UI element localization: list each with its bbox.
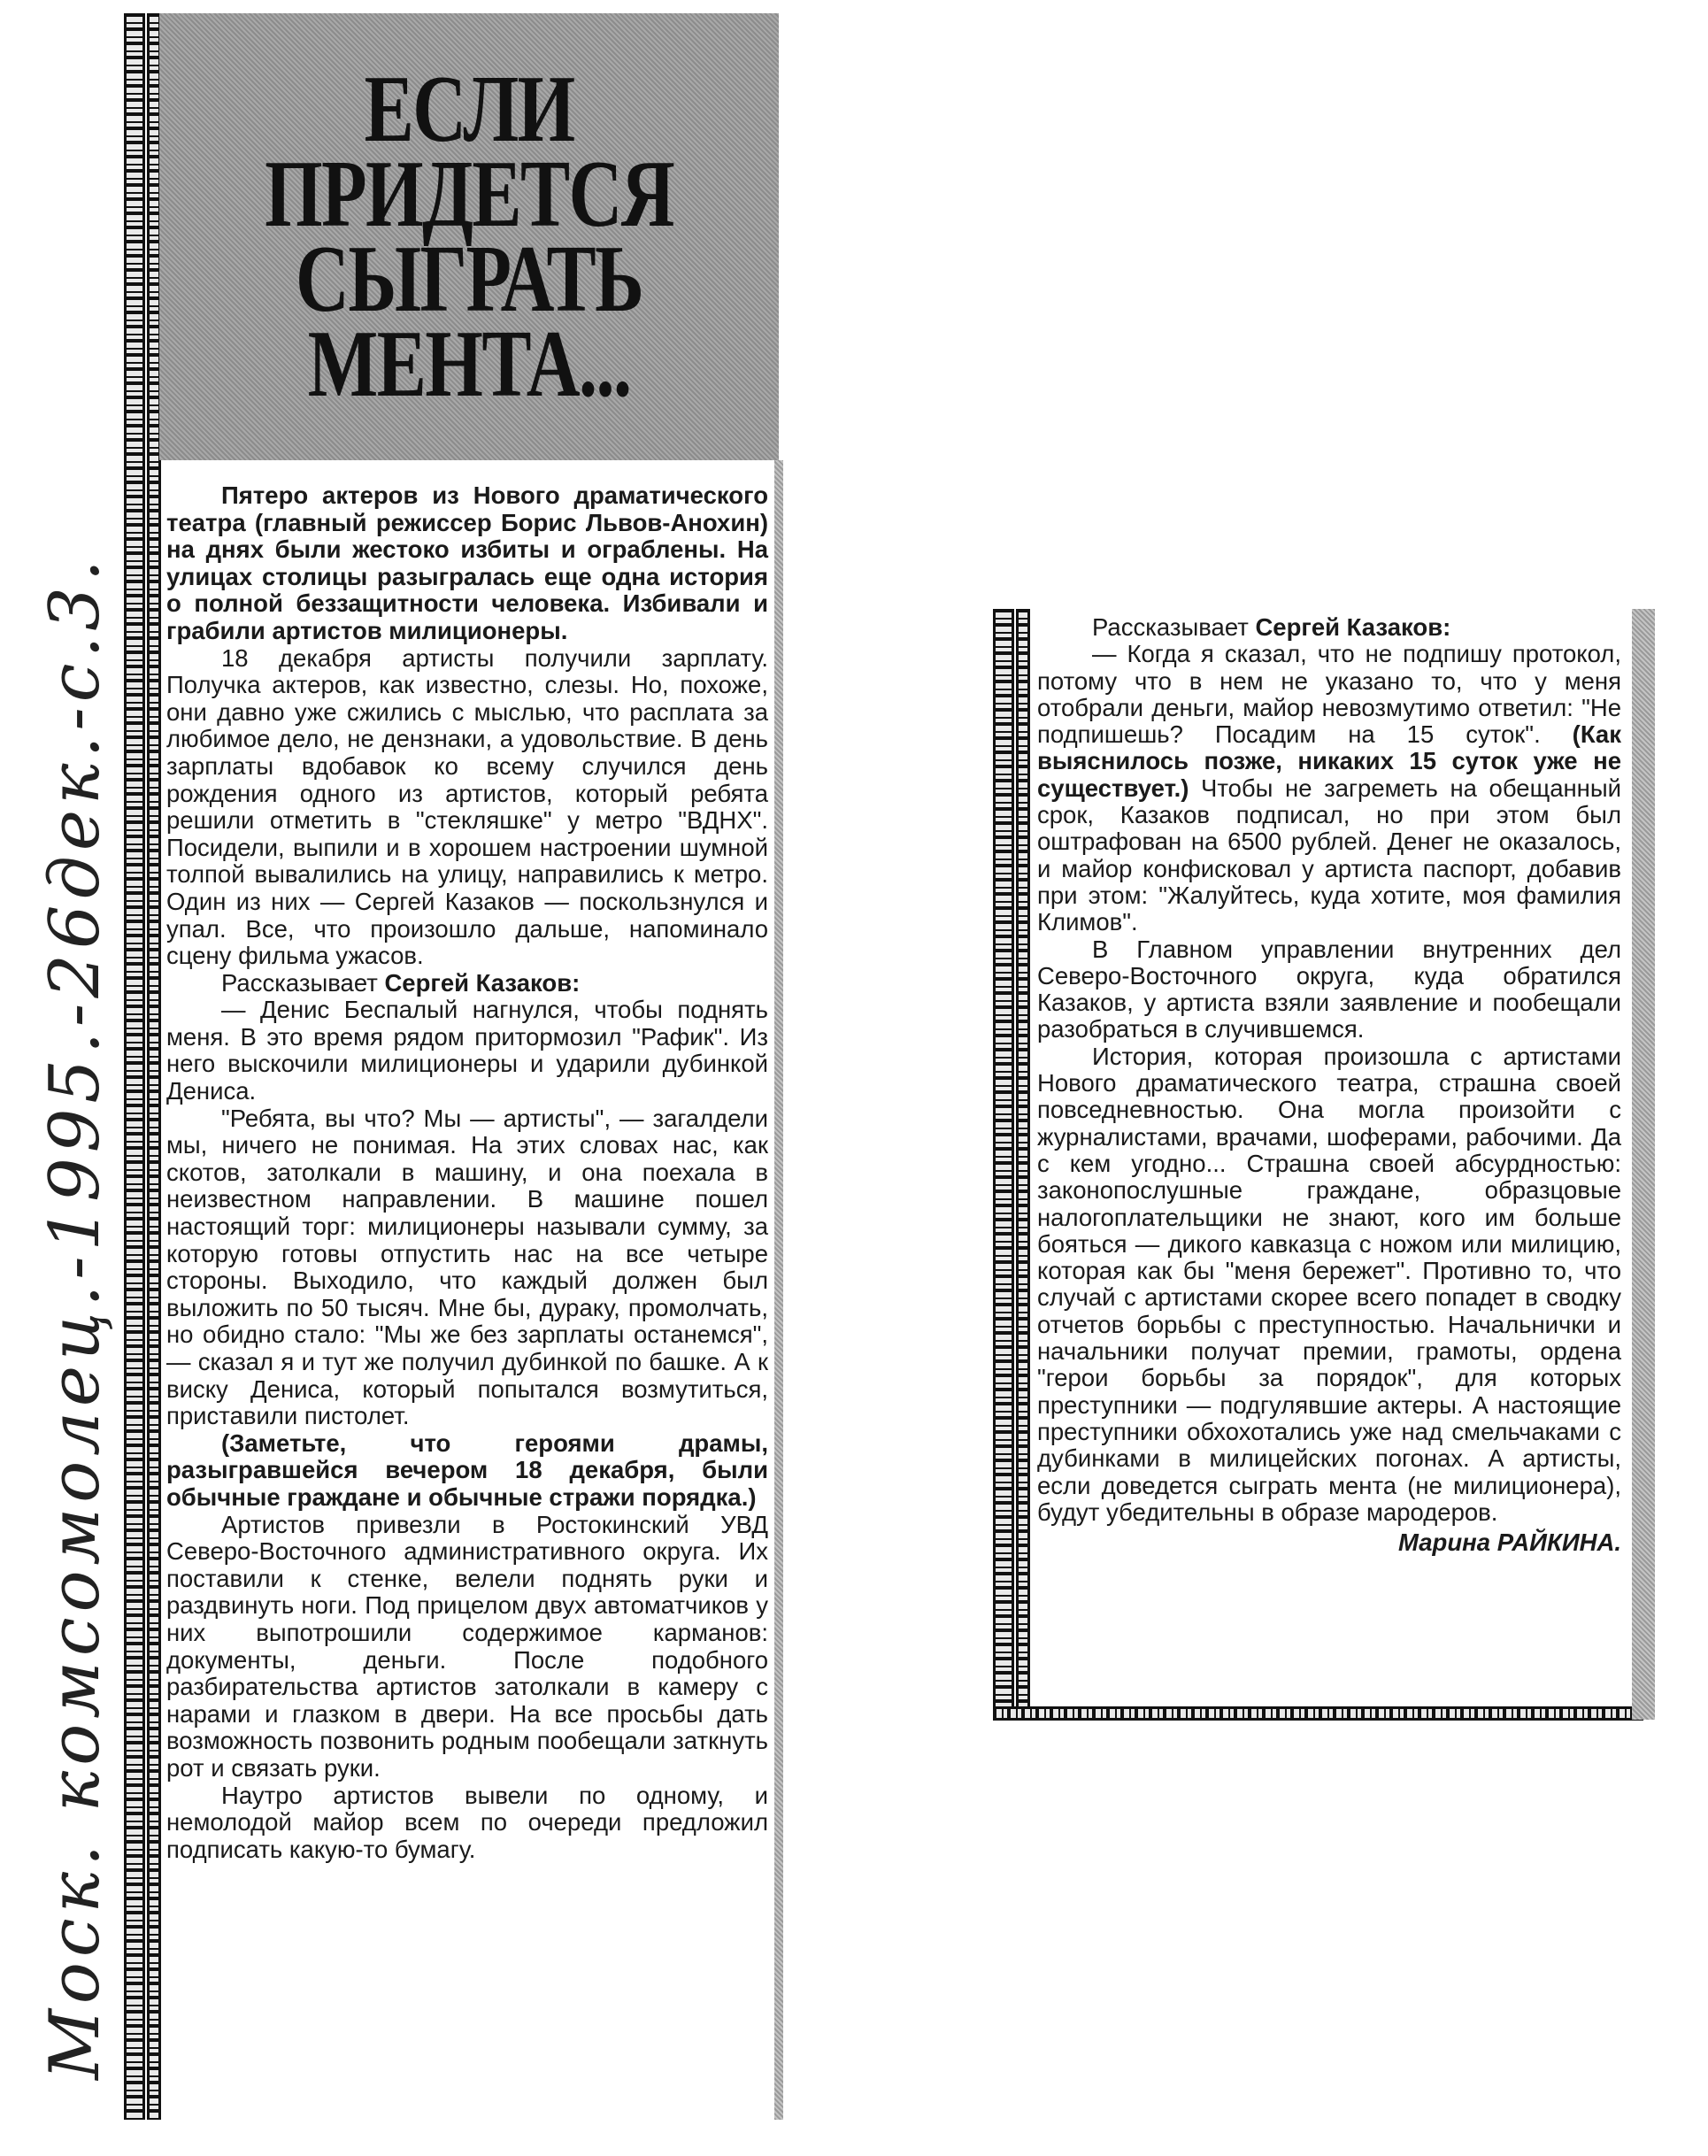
headline-box bbox=[159, 13, 779, 460]
speaker-name: Сергей Казаков: bbox=[384, 968, 581, 997]
speaker-name: Сергей Казаков: bbox=[1255, 613, 1451, 641]
article-paragraph: "Ребята, вы что? Мы — артисты", — загалдели мы, ничего не понимая. На этих словах нас, как скотов, затолкали в машину, и она поехала в неизвестном направлении. В машине пошел настоящий торг: милиционеры называли сумму, за которую готовы отпустить нас на все четыре стороны. Выходило, что каждый должен был выложить по 50 тысяч. Мне бы, дураку, промолчать, но обидно стало: "Мы же без зарплаты останемся", — сказал я и тут же получил дубинкой по башке. А к виску Дениса, который попытался возмутиться, приставили пистолет. bbox=[166, 1104, 768, 1430]
editorial-note: (Заметьте, что героями драмы, разыгравшейся вечером 18 декабря, были обычные граждане и обычные стражи порядка.) bbox=[166, 1428, 768, 1511]
speaker-intro: Рассказывает bbox=[221, 968, 385, 997]
article-paragraph: В Главном управлении внутренних дел Северо-Восточного округа, куда обратился Казаков, у артиста взяли заявление и пообещали разобраться в случившемся. bbox=[1037, 935, 1621, 1043]
right-bottom-border bbox=[993, 1706, 1643, 1721]
article-paragraph: 18 декабря артисты получили зарплату. Получка актеров, как известно, слезы. Но, похоже, они давно уже сжились с мыслью, что расплата за любимое дело, не дензнаки, а удовольствие. В день зарплаты вдобавок ко всему случился день рождения одного из артистов, который ребята решили отметить в "стекляшке" у метро "ВДНХ". Посидели, выпили и в хорошем настроении шумной толпой вывалились на улицу, направились к метро. Один из них — Сергей Казаков — поскользнулся и упал. Все, что произошло дальше, напоминало сцену фильма ужасов. bbox=[166, 643, 768, 970]
quote-text: — Когда я сказал, что не подпишу протокол, потому что в нем не указано то, что у меня отобрали деньги, майор невозмутимо ответил: "Не подпишешь? Посадим на 15 суток". bbox=[1037, 640, 1621, 749]
article-paragraph bbox=[1037, 614, 1621, 641]
right-shade-strip bbox=[1632, 609, 1655, 1720]
right-greek-key-border bbox=[993, 609, 1014, 1720]
right-article-body bbox=[1037, 614, 1621, 1556]
headline-line-3: СЫГРАТЬ bbox=[295, 226, 643, 332]
right-article-column bbox=[993, 609, 1655, 1729]
article-paragraph: Наутро артистов вывели по одному, и немолодой майор всем по очереди предложил подписать какую-то бумагу. bbox=[166, 1781, 768, 1863]
left-shade-strip bbox=[774, 460, 783, 2120]
left-article-body bbox=[166, 482, 768, 1863]
article-lead: Пятеро актеров из Нового драматического театра (главный режиссер Борис Львов-Анохин) на днях были жестоко избиты и ограблены. На улицах столицы разыгралась еще одна история о полной беззащитности человека. Избивали и грабили артистов милиционеры. bbox=[166, 481, 768, 644]
article-paragraph bbox=[166, 970, 768, 997]
left-article-column bbox=[124, 13, 783, 2124]
article-paragraph: — Денис Беспалый нагнулся, чтобы поднять меня. В это время рядом притормозил "Рафик". Из него выскочили милиционеры и ударили дубинкой Дениса. bbox=[166, 996, 768, 1105]
handwritten-archive-note: Моск. комсомолец.-1995.-26дек.-с.3. bbox=[35, 554, 115, 2080]
headline bbox=[264, 56, 674, 417]
right-inner-border bbox=[1016, 609, 1030, 1720]
author-signature: Марина РАЙКИНА. bbox=[1398, 1528, 1621, 1557]
headline-line-4: МЕНТА... bbox=[307, 311, 631, 417]
article-paragraph bbox=[1037, 641, 1621, 936]
editorial-note: (Как выяснилось позже, никаких 15 суток уже не существует.) bbox=[1037, 720, 1621, 802]
article-paragraph: История, которая произошла с артистами Нового драматического театра, страшна своей повседневностью. Она могла произойти с журналистами, врачами, шоферами, рабочими. Да с кем угодно... Страшна своей абсурдностью: законопослушные граждане, образцовые налогоплательщики не знают, кого им больше бояться — дикого кавказца с ножом или милицию, которая как бы "меня бережет". Противно то, что случай с артистами скорее всего попадет в сводку отчетов борьбы с преступностью. Начальнички и начальники получат премии, грамоты, ордена "герои борьбы за порядок", для которых преступники — подгулявшие актеры. А настоящие преступники обхохотались уже над смельчаками с дубинками в милицейских погонах. А артисты, если доведется сыграть мента (не милиционера), будут убедительны в образе мародеров. bbox=[1037, 1042, 1621, 1526]
quote-text: Чтобы не загреметь на обещанный срок, Казаков подписал, но при этом был оштрафован на 6500 рублей. Денег не оказалось, и майор конфисковал у артиста паспорт, добавив при этом: "Жалуйтесь, куда хотите, моя фамилия Климов". bbox=[1037, 774, 1621, 936]
speaker-intro: Рассказывает bbox=[1092, 613, 1256, 641]
article-paragraph: Артистов привезли в Ростокинский УВД Северо-Восточного административного округа. Их поставили к стенке, велели поднять руки и раздвинуть ноги. Под прицелом двух автоматчиков у них выпотрошили содержимое карманов: документы, деньги. После подобного разбирательства артистов затолкали в камеру с нарами и глазком в двери. На все просьбы дать возможность позвонить родным пообещали заткнуть рот и связать руки. bbox=[166, 1510, 768, 1782]
left-greek-key-border bbox=[124, 13, 145, 2120]
headline-line-1: ЕСЛИ bbox=[364, 56, 574, 162]
headline-line-2: ПРИДЕТСЯ bbox=[264, 141, 674, 247]
